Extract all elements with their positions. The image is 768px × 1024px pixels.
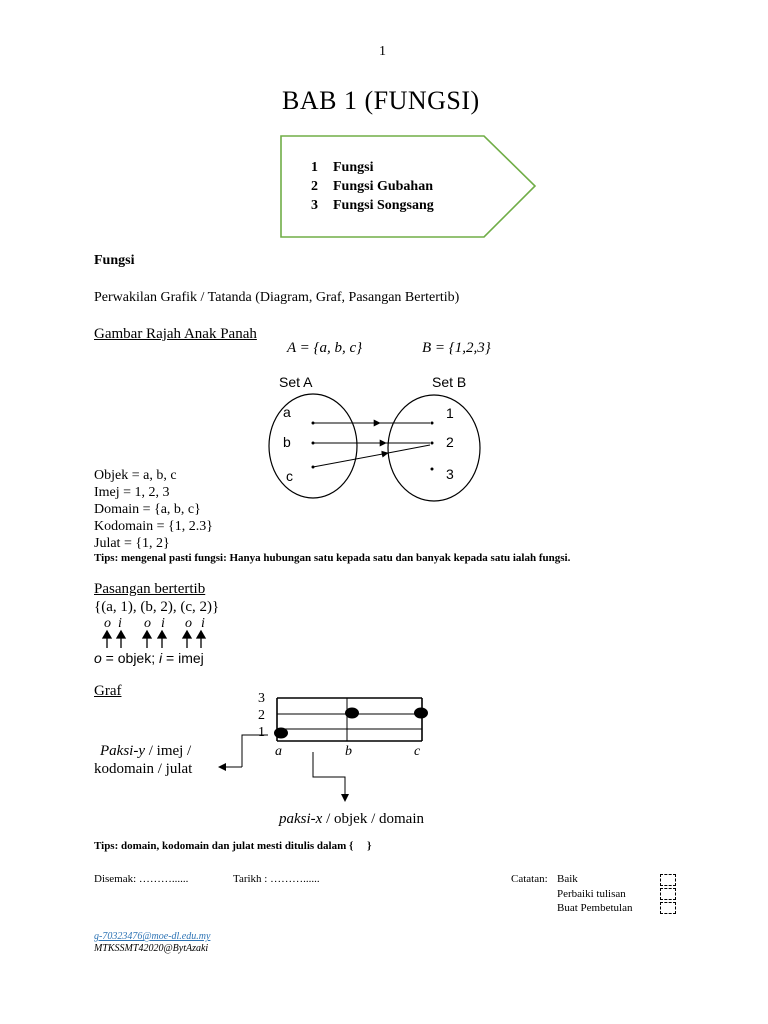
property-imej: Imej = 1, 2, 3 — [94, 485, 170, 500]
x-axis-label-italic: paksi-x — [279, 811, 323, 827]
y-tick-1: 1 — [258, 725, 265, 740]
properties-list — [94, 467, 213, 552]
property-objek: Objek = a, b, c — [94, 468, 177, 483]
credit-line: MTKSSMT42020@BytAzaki — [94, 943, 209, 954]
oi-label-1: o — [104, 616, 111, 631]
set-b-equation: B = {1,2,3} — [422, 340, 491, 356]
catatan-option-pembetulan: Buat Pembetulan — [557, 902, 633, 914]
set-b-element-3: 3 — [446, 466, 454, 482]
set-a-element-b: b — [283, 434, 291, 450]
dot-b — [312, 442, 315, 445]
set-b-label: Set B — [432, 374, 467, 390]
checkbox-pembetulan[interactable] — [660, 902, 676, 914]
disemak-field: Disemak: ………...... — [94, 873, 189, 885]
checkbox-baik[interactable] — [660, 874, 676, 886]
x-tick-b: b — [345, 744, 352, 759]
graph-heading: Graf — [94, 683, 122, 699]
oi-legend-imej: = imej — [162, 650, 204, 666]
oi-label-2: i — [118, 616, 122, 631]
x-tick-a: a — [275, 744, 282, 759]
set-b-ellipse — [388, 395, 480, 501]
tip-braces: Tips: domain, kodomain dan julat mesti ditulis dalam { } — [94, 840, 372, 852]
graph-point-b-2 — [345, 708, 359, 719]
toc-item-3 — [311, 198, 434, 214]
oi-label-4: i — [161, 616, 165, 631]
tip-function: Tips: mengenal pasti fungsi: Hanya hubungan satu kepada satu dan banyak kepada satu ialah fungsi. — [94, 552, 571, 564]
checkbox-perbaiki[interactable] — [660, 888, 676, 900]
toc-item-2 — [311, 179, 433, 195]
arrow-diagram-heading: Gambar Rajah Anak Panah — [94, 326, 257, 342]
catatan-option-baik: Baik — [557, 873, 578, 885]
oi-legend-objek: = objek; — [101, 650, 159, 666]
y-axis-label-italic: Paksi-y — [100, 743, 145, 759]
oi-label-6: i — [201, 616, 205, 631]
set-a-element-a: a — [283, 404, 291, 420]
x-axis-label — [279, 811, 424, 828]
toc-item-2-label: Fungsi Gubahan — [333, 179, 433, 194]
y-axis-label-line2: kodomain / julat — [94, 761, 193, 777]
ordered-pairs-expression: {(a, 1), (b, 2), (c, 2)} — [94, 599, 220, 615]
set-a-element-c: c — [286, 468, 293, 484]
y-axis-label-rest: / imej / — [144, 743, 192, 759]
catatan-label: Catatan: — [511, 873, 548, 885]
toc-item-3-label: Fungsi Songsang — [333, 198, 434, 213]
toc-item-1-number: 1 — [311, 160, 318, 175]
set-b-element-2: 2 — [446, 434, 454, 450]
toc-item-1 — [311, 160, 373, 176]
y-tick-3: 3 — [258, 691, 265, 706]
dot-a — [312, 422, 315, 425]
dot-3 — [431, 468, 434, 471]
oi-label-3: o — [144, 616, 151, 631]
property-julat: Julat = {1, 2} — [94, 536, 170, 551]
dot-2 — [431, 442, 434, 445]
page-number: 1 — [379, 44, 386, 59]
dot-c — [312, 466, 315, 469]
arrow-c-2 — [313, 453, 388, 467]
graph-point-a-1 — [274, 728, 288, 739]
set-a-equation: A = {a, b, c} — [287, 340, 363, 356]
graph-point-c-2 — [414, 708, 428, 719]
x-axis-label-rest: / objek / domain — [322, 811, 424, 827]
ordered-pairs-heading: Pasangan bertertib — [94, 581, 206, 597]
arrow-c-2-tail — [388, 445, 430, 453]
x-axis-pointer-head — [341, 794, 349, 802]
representation-line: Perwakilan Grafik / Tatanda (Diagram, Graf, Pasangan Bertertib) — [94, 290, 460, 305]
y-axis-pointer-head — [218, 763, 226, 771]
set-b-element-1: 1 — [446, 405, 454, 421]
chapter-title: BAB 1 (FUNGSI) — [282, 86, 480, 115]
y-axis-label — [100, 743, 191, 760]
toc-item-1-label: Fungsi — [333, 160, 374, 175]
oi-label-5: o — [185, 616, 192, 631]
oi-legend-o: o — [94, 650, 102, 666]
dot-1 — [431, 422, 434, 425]
x-tick-c: c — [414, 744, 421, 759]
property-domain: Domain = {a, b, c} — [94, 502, 201, 517]
email-link[interactable]: g-70323476@moe-dl.edu.my — [94, 931, 211, 942]
oi-legend-i: i — [159, 650, 163, 666]
y-tick-2: 2 — [258, 708, 265, 723]
section-heading: Fungsi — [94, 253, 135, 268]
set-a-label: Set A — [279, 374, 313, 390]
toc-item-3-number: 3 — [311, 198, 318, 213]
tarikh-field: Tarikh : ………...... — [233, 873, 320, 885]
oi-legend — [94, 650, 204, 666]
property-kodomain: Kodomain = {1, 2.3} — [94, 519, 213, 534]
catatan-option-perbaiki: Perbaiki tulisan — [557, 888, 626, 900]
axis-pointer-arrows — [222, 735, 345, 796]
toc-item-2-number: 2 — [311, 179, 318, 194]
